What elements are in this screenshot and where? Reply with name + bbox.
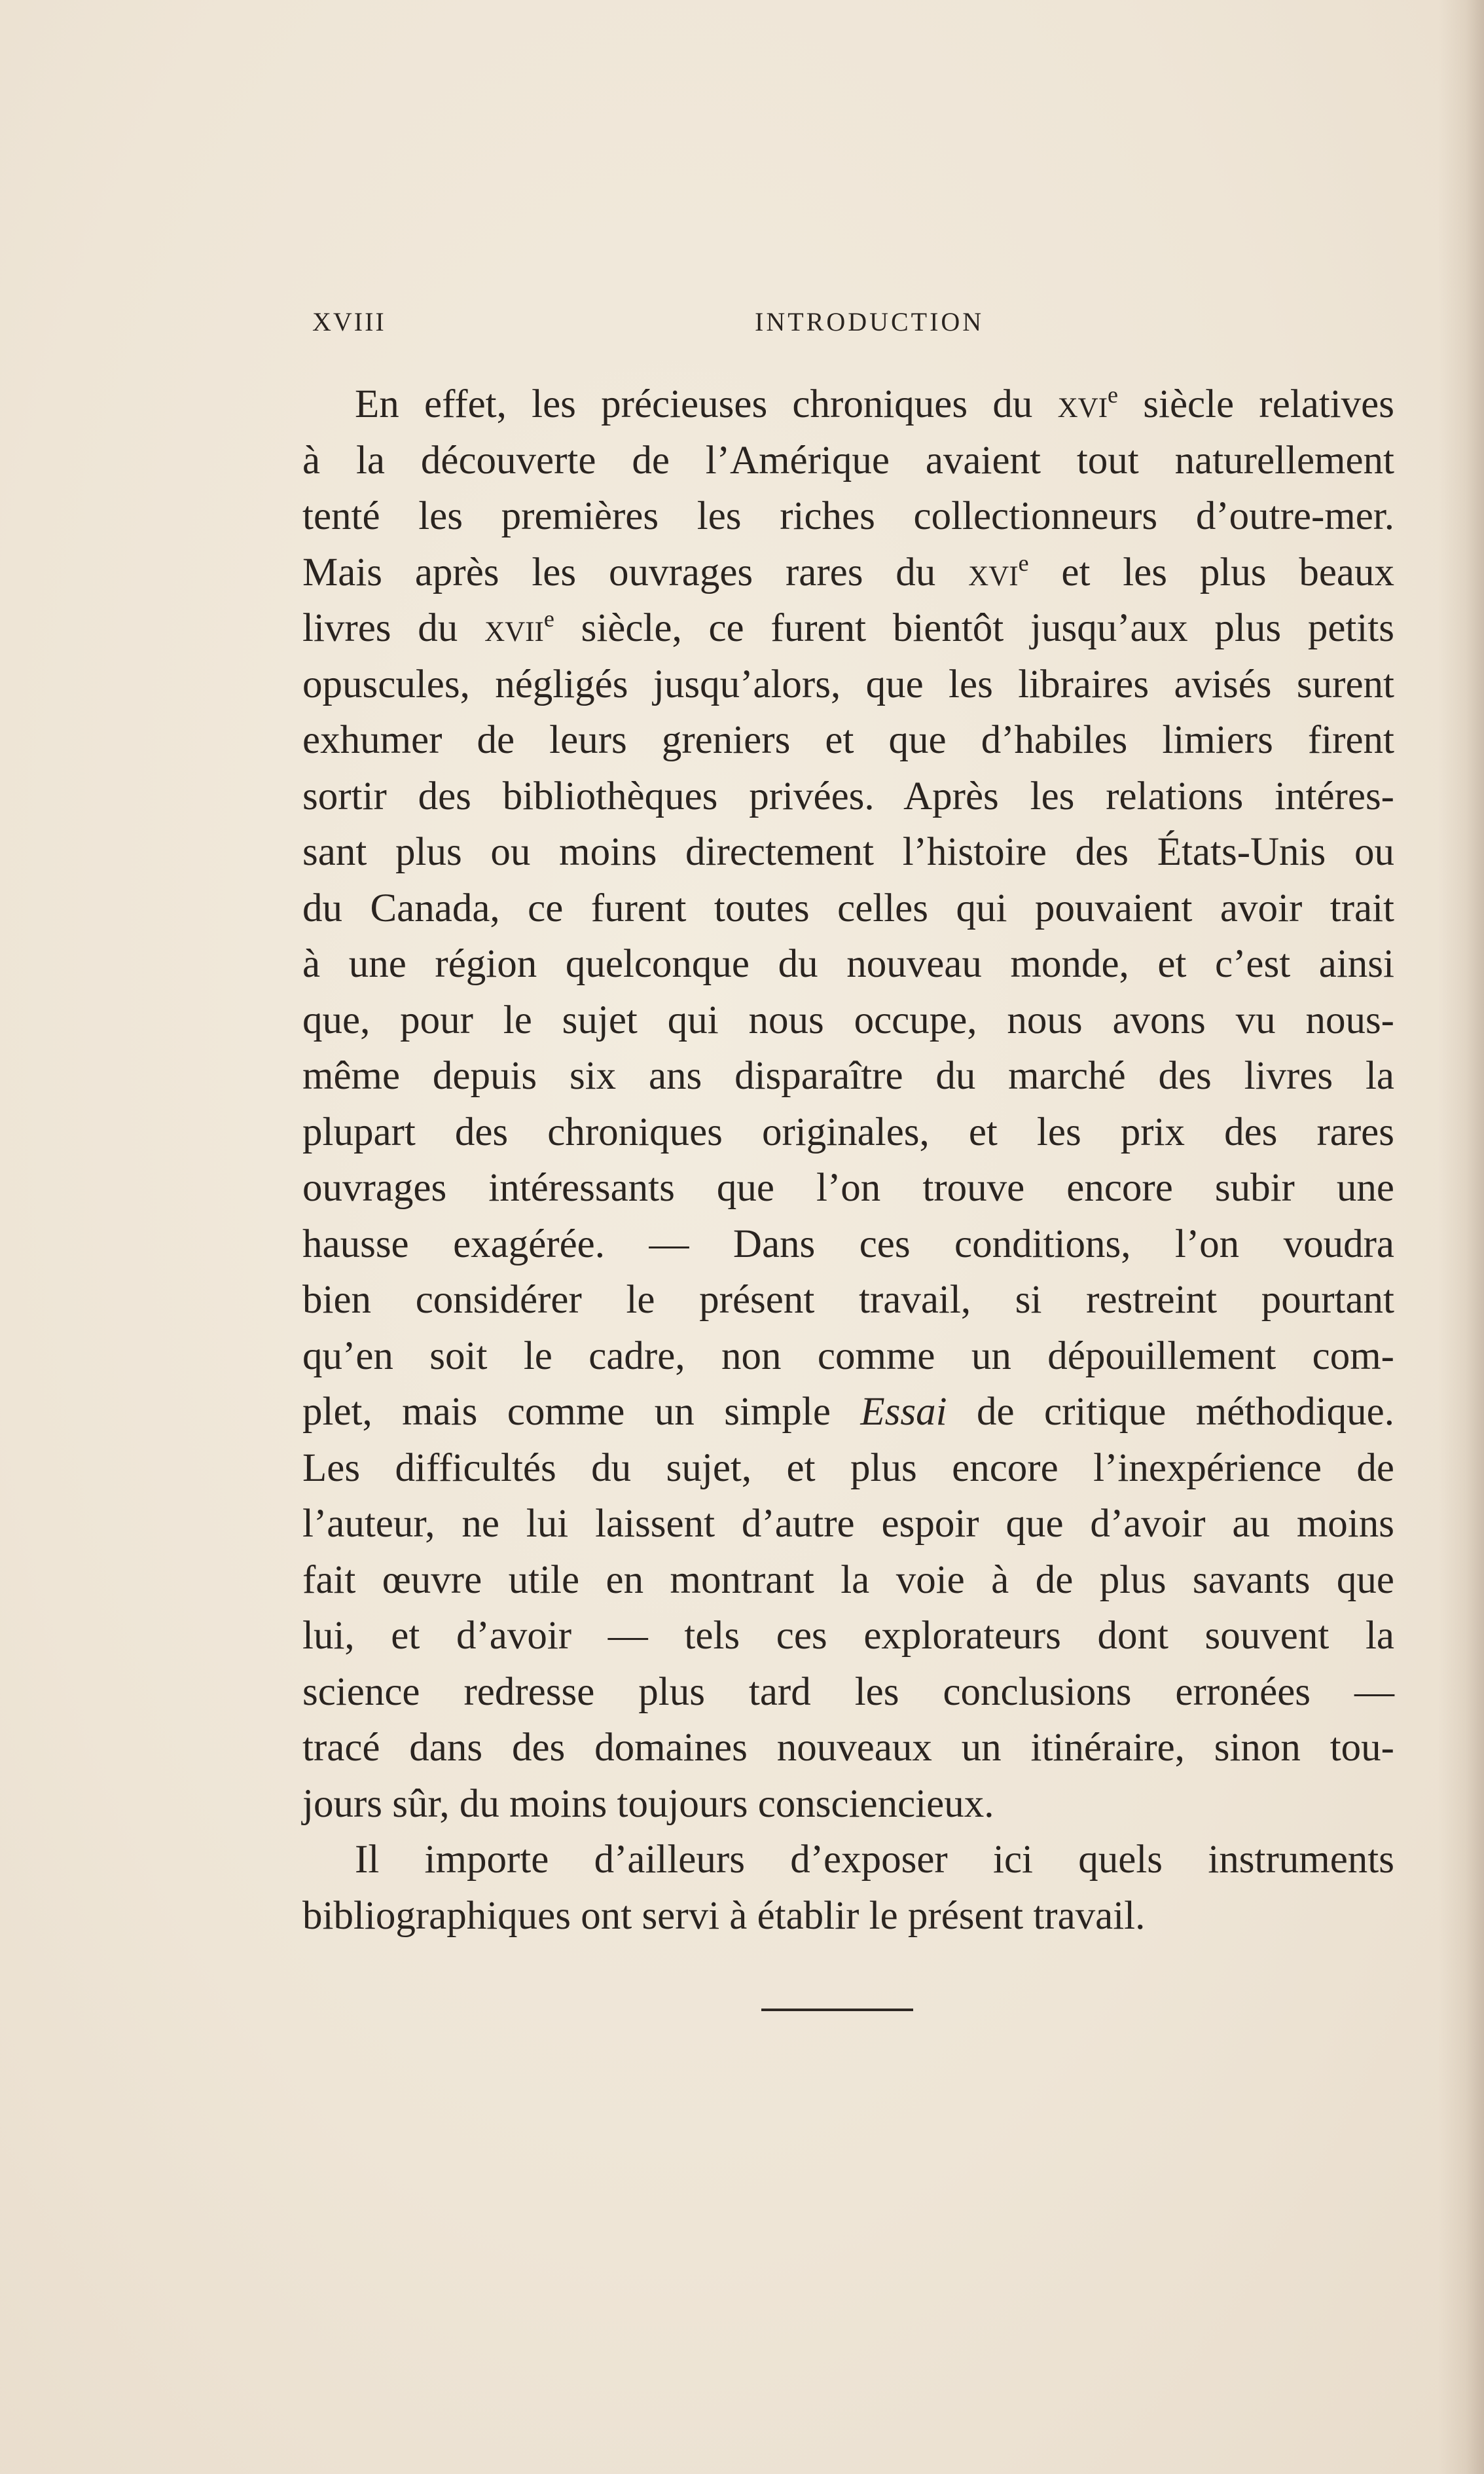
text-line: Mais après les ouvrages rares du xvi$^e$ et les plus beaux: [302, 549, 1394, 594]
text-line: Les difficultés du sujet, et plus encore l’inexpérience de: [302, 1446, 1394, 1490]
text-line: sortir des bibliothèques privées. Après les relations intéres-: [302, 774, 1394, 818]
text-line: lui, et d’avoir — tels ces explorateurs dont souvent la: [302, 1614, 1394, 1658]
page-header: [312, 306, 1399, 346]
body-text: [302, 376, 1394, 1944]
text-line: à la découverte de l’Amérique avaient tout naturellement: [302, 438, 1394, 482]
text-line: livres du xvii$^e$ siècle, ce furent bientôt jusqu’aux plus petits: [302, 606, 1394, 650]
text-line: tracé dans des domaines nouveaux un itinéraire, sinon tou-: [302, 1726, 1394, 1770]
text-line: l’auteur, ne lui laissent d’autre espoir que d’avoir au moins: [302, 1502, 1394, 1546]
section-end-rule: [761, 2009, 913, 2011]
text-line: plet, mais comme un simple Essai de critique méthodique.: [302, 1390, 1395, 1434]
text-line: exhumer de leurs greniers et que d’habiles limiers firent: [302, 718, 1394, 762]
running-title: INTRODUCTION: [755, 307, 985, 337]
text-line: ouvrages intéressants que l’on trouve encore subir une: [302, 1166, 1394, 1210]
page-edge-shadow: [1438, 0, 1484, 2474]
text-line: opuscules, négligés jusqu’alors, que les libraires avisés surent: [302, 662, 1394, 706]
page-number: XVIII: [312, 307, 386, 337]
text-line: fait œuvre utile en montrant la voie à de plus savants que: [302, 1557, 1394, 1602]
text-line: tenté les premières les riches collectionneurs d’outre-mer.: [302, 494, 1394, 538]
text-line: du Canada, ce furent toutes celles qui pouvaient avoir trait: [302, 886, 1394, 930]
text-line: bibliographiques ont servi à établir le présent travail.: [302, 1893, 1146, 1938]
text-line: hausse exagérée. — Dans ces conditions, l’on voudra: [302, 1222, 1394, 1266]
text-line: sant plus ou moins directement l’histoire des États-Unis ou: [302, 830, 1394, 874]
text-line: bien considérer le présent travail, si restreint pourtant: [302, 1278, 1394, 1322]
text-line: En effet, les précieuses chroniques du xvi$^e$ siècle relatives: [355, 382, 1394, 426]
text-line: même depuis six ans disparaître du marché des livres la: [302, 1054, 1394, 1098]
text-line: qu’en soit le cadre, non comme un dépouillement com-: [302, 1334, 1394, 1378]
text-line: à une région quelconque du nouveau monde, et c’est ainsi: [302, 942, 1394, 986]
text-line: jours sûr, du moins toujours consciencieux.: [302, 1781, 994, 1826]
text-line: science redresse plus tard les conclusions erronées —: [302, 1669, 1394, 1714]
text-line: que, pour le sujet qui nous occupe, nous avons vu nous-: [302, 998, 1394, 1042]
text-line: plupart des chroniques originales, et les prix des rares: [302, 1110, 1394, 1154]
text-line: Il importe d’ailleurs d’exposer ici quels instruments: [355, 1838, 1394, 1882]
